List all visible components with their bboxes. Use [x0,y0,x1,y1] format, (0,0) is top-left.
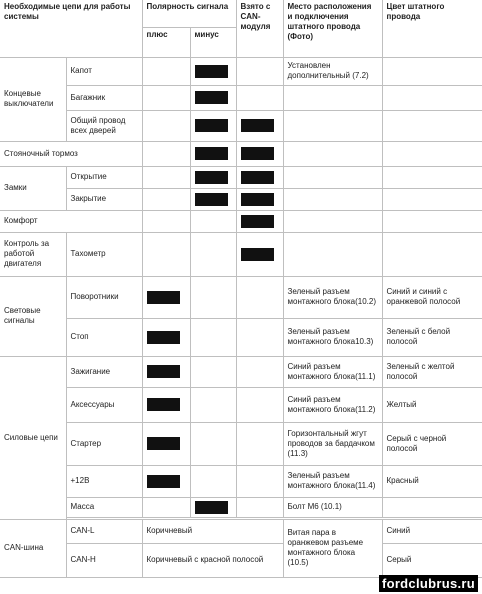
header-plus: плюс [142,27,190,57]
group-can: CAN-шина [0,519,66,577]
row-can-h: CAN-H [66,543,142,577]
row-tacho: Тахометр [66,232,142,276]
table-row [0,110,482,141]
table-row [0,57,482,85]
cell-can [236,57,283,85]
group-lights: Световые сигналы [0,276,66,356]
cell-minus [190,57,236,85]
table-row [0,166,482,188]
row-can-l: CAN-L [66,519,142,543]
cell-color: Желтый [382,387,482,422]
cell-polarity: Коричневый с красной полосой [142,543,283,577]
table-row [0,318,482,356]
row-lock-open: Открытие [66,166,142,188]
cell-location: Зеленый разъем монтажного блока(11.4) [283,465,382,497]
group-power: Силовые цепи [0,356,66,519]
marker-minus [195,501,228,514]
cell-location: Зеленый разъем монтажного блока10.3) [283,318,382,356]
table-row [0,497,482,517]
marker-minus [195,119,228,132]
row-turn: Поворотники [66,276,142,318]
cell-color: Серый с черной полосой [382,422,482,465]
header-location: Место расположения и подключения штатного провода (Фото) [283,0,382,57]
marker-can [241,248,274,261]
cell-color: Синий и синий с оранжевой полосой [382,276,482,318]
table-row [0,141,482,166]
cell-color: Зеленый с желтой полосой [382,356,482,387]
marker-plus [147,398,180,411]
watermark-logo: fordclubrus.ru [379,575,478,592]
row-ground: Масса [66,497,142,517]
marker-plus [147,437,180,450]
row-stop: Стоп [66,318,142,356]
table-row [0,210,482,232]
row-12v: +12В [66,465,142,497]
row-parking-brake: Стояночный тормоз [0,141,142,166]
group-engine-control: Контроль за работой двигателя [0,232,66,276]
marker-plus [147,291,180,304]
cell-polarity: Коричневый [142,519,283,543]
marker-plus [147,331,180,344]
marker-can [241,171,274,184]
cell-location: Болт М6 (10.1) [283,497,382,517]
table-row [0,232,482,276]
marker-plus [147,365,180,378]
marker-plus [147,475,180,488]
marker-can [241,147,274,160]
marker-minus [195,65,228,78]
row-starter: Стартер [66,422,142,465]
table-row [0,276,482,318]
marker-minus [195,91,228,104]
table-row [0,519,482,543]
marker-minus [195,193,228,206]
cell-location: Зеленый разъем монтажного блока(10.2) [283,276,382,318]
row-hood: Капот [66,57,142,85]
table-row [0,543,482,577]
table-row [0,422,482,465]
table-row [0,465,482,497]
marker-minus [195,171,228,184]
header-circuits: Необходимые цепи для работы системы [0,0,142,57]
table-row [0,85,482,110]
header-can: Взято с CAN-модуля [236,0,283,57]
header-minus: минус [190,27,236,57]
group-locks: Замки [0,166,66,210]
row-all-doors: Общий провод всех дверей [66,110,142,141]
table-row [0,188,482,210]
cell-color: Синий [382,519,482,543]
row-ignition: Зажигание [66,356,142,387]
row-comfort: Комфорт [0,210,142,232]
cell-plus [142,57,190,85]
cell-location: Горизонтальный жгут проводов за бардачком (11.3) [283,422,382,465]
marker-can [241,215,274,228]
group-end-switches: Концевые выключатели [0,57,66,141]
cell-color: Красный [382,465,482,497]
table-row [0,356,482,387]
row-lock-close: Закрытие [66,188,142,210]
cell-color: Зеленый с белой полосой [382,318,482,356]
marker-can [241,193,274,206]
cell-color [382,57,482,85]
row-acc: Аксессуары [66,387,142,422]
marker-can [241,119,274,132]
cell-location: Установлен дополнительный (7.2) [283,57,382,85]
header-wire-color: Цвет штатного провода [382,0,482,57]
table-row [0,387,482,422]
row-trunk: Багажник [66,85,142,110]
cell-location: Синий разъем монтажного блока(11.1) [283,356,382,387]
marker-minus [195,147,228,160]
cell-color: Серый [382,543,482,577]
header-polarity: Полярность сигнала [142,0,236,27]
cell-location: Синий разъем монтажного блока(11.2) [283,387,382,422]
cell-location: Витая пара в оранжевом разъеме монтажного блока (10.5) [283,519,382,577]
